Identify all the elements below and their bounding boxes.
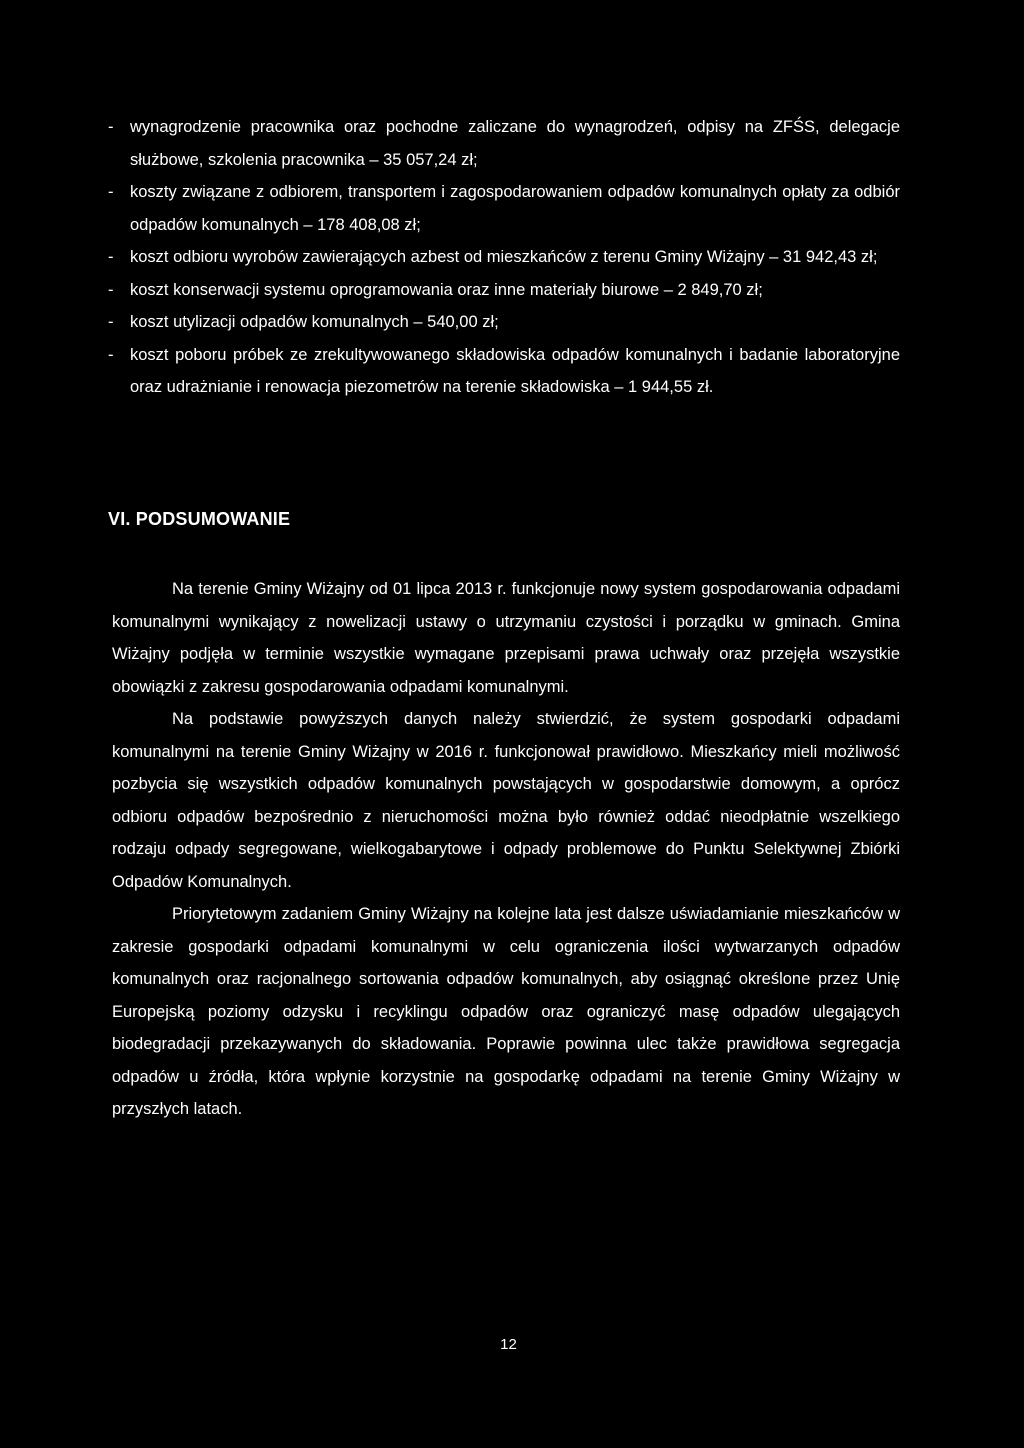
summary-paragraph: Na terenie Gminy Wiżajny od 01 lipca 2013 r. funkcjonuje nowy system gospodarowania odpadami komunalnymi wynikający z nowelizacji ustawy o utrzymaniu czystości i porządku w gminach. Gmina Wiżajny podjęła w terminie wszystkie wymagane przepisami prawa uchwały oraz przejęła wszystkie obowiązki z zakresu gospodarowania odpadami komunalnymi. [112,580,900,696]
list-item [108,111,900,176]
list-marker: - [108,280,114,299]
summary-body [112,573,900,1126]
list-item [108,274,900,307]
list-item-text: koszt utylizacji odpadów komunalnych – 540,00 zł; [130,313,499,331]
section-title: VI. PODSUMOWANIE [108,509,291,529]
summary-paragraph: Na podstawie powyższych danych należy stwierdzić, że system gospodarki odpadami komunalnymi na terenie Gminy Wiżajny w 2016 r. funkcjonował prawidłowo. Mieszkańcy mieli możliwość pozbycia się wszystkich odpadów komunalnych powstających w gospodarstwie domowym, a oprócz odbioru odpadów bezpośrednio z nieruchomości można było również oddać nieodpłatnie wszelkiego rodzaju odpady segregowane, wielkogabarytowe i odpady problemowe do Punktu Selektywnej Zbiórki Odpadów Komunalnych. [112,710,900,891]
summary-paragraph: Priorytetowym zadaniem Gminy Wiżajny na kolejne lata jest dalsze uświadamianie mieszkańców w zakresie gospodarki odpadami komunalnymi w celu ograniczenia ilości wytwarzanych odpadów komunalnych oraz racjonalnego sortowania odpadów komunalnych, aby osiągnąć określone przez Unię Europejską poziomy odzysku i recyklingu odpadów oraz ograniczyć masę odpadów ulegających biodegradacji przekazywanych do składowania. Poprawie powinna ulec także prawidłowa segregacja odpadów u źródła, która wpłynie korzystnie na gospodarkę odpadami na terenie Gminy Wiżajny w przyszłych latach. [112,905,900,1118]
list-marker: - [108,118,114,136]
list-item-text: koszt odbioru wyrobów zawierających azbest od mieszkańców z terenu Gminy Wiżajny – 31 942,43 zł; [130,248,878,266]
list-item-text: koszt poboru próbek ze zrekultywowanego składowiska odpadów komunalnych i badanie laboratoryjne oraz udrażnianie i renowacja piezometrów na terenie składowiska – 1 944,55 zł. [130,345,900,396]
list-item-text: koszty związane z odbiorem, transportem i zagospodarowaniem odpadów komunalnych opłaty za odbiór odpadów komunalnych – 178 408,08 zł; [130,183,900,234]
page-number: 12 [500,1336,517,1353]
cost-list [108,111,900,404]
list-marker: - [108,183,114,201]
list-item-text: wynagrodzenie pracownika oraz pochodne zaliczane do wynagrodzeń, odpisy na ZFŚS, delegacje służbowe, szkolenia pracownika – 35 057,24 zł; [130,118,900,169]
list-item [108,176,900,241]
list-item-text: koszt konserwacji systemu oprogramowania oraz inne materiały biurowe – 2 849,70 zł; [130,280,763,299]
list-marker: - [108,248,114,266]
list-item [108,306,900,339]
list-marker: - [108,345,114,364]
list-marker: - [108,313,114,331]
list-item [108,241,900,274]
list-item [108,339,900,404]
